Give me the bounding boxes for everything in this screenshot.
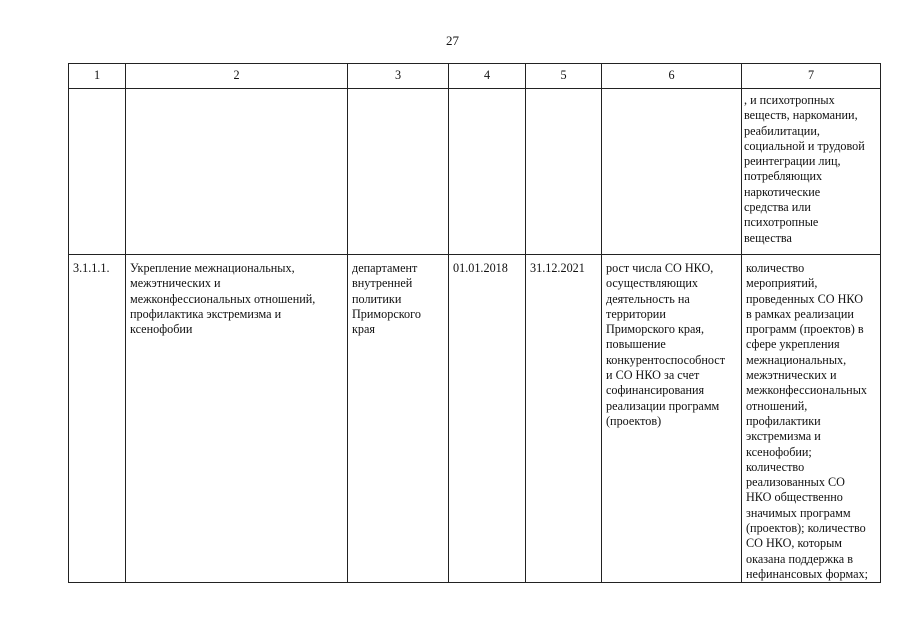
column-header-6: 6: [602, 64, 742, 89]
text-line: наркотические: [744, 184, 821, 199]
text-line: Приморского края,: [606, 322, 705, 337]
column-header-1: 1: [69, 64, 126, 89]
text-line: реализованных СО: [746, 475, 845, 490]
text-line: в рамках реализации: [746, 306, 854, 321]
text-line: рост числа СО НКО,: [606, 261, 714, 275]
text-line: количество: [746, 261, 805, 275]
text-line: социальной и трудовой: [744, 138, 865, 153]
text-line: потребляющих: [744, 169, 823, 184]
text-line: ксенофобии: [130, 322, 193, 337]
table-header-row: [69, 64, 881, 89]
text-line: веществ, наркомании,: [744, 108, 858, 123]
cell-expected-result: [602, 89, 742, 255]
cell-end-date: [526, 89, 602, 255]
text-line: программ (проектов) в: [746, 322, 864, 337]
text-line: Укрепление межнациональных,: [130, 261, 295, 275]
cell-responsible: [348, 255, 449, 583]
text-line: значимых программ: [746, 505, 851, 520]
cell-indicators: [742, 255, 881, 583]
text-line: повышение: [606, 337, 666, 352]
text-line: конкурентоспособност: [606, 352, 726, 367]
text-line: (проектов); количество: [746, 521, 866, 536]
text-line: реализации программ: [606, 398, 720, 413]
text-line: осуществляющих: [606, 276, 698, 291]
text-line: межконфессиональных: [746, 383, 867, 398]
text-line: психотропные: [744, 215, 819, 230]
column-header-7: 7: [742, 64, 881, 89]
cell-start-date: 01.01.2018: [449, 255, 526, 583]
text-line: , и психотропных: [744, 93, 835, 107]
text-line: департамент: [352, 261, 418, 275]
text-line: реинтеграции лиц,: [744, 154, 841, 169]
text-line: НКО общественно: [746, 490, 843, 505]
table-row-continuation: [69, 89, 881, 255]
column-header-3: 3: [348, 64, 449, 89]
cell-start-date: [449, 89, 526, 255]
cell-event-name: [126, 255, 348, 583]
text-line: экстремизма и: [746, 429, 821, 444]
text-line: профилактики: [746, 413, 821, 428]
cell-responsible: [348, 89, 449, 255]
text-line: межэтнических и: [130, 276, 221, 291]
text-line: вещества: [744, 230, 792, 245]
text-line: края: [352, 322, 376, 337]
text-line: межконфессиональных отношений,: [130, 291, 316, 306]
text-line: межэтнических и: [746, 368, 837, 383]
text-line: профилактика экстремизма и: [130, 306, 282, 321]
text-line: сфере укрепления: [746, 337, 840, 352]
text-line: отношений,: [746, 398, 808, 413]
cell-number: 3.1.1.1.: [69, 255, 126, 583]
column-header-4: 4: [449, 64, 526, 89]
cell-indicators: [742, 89, 881, 255]
text-line: оказана поддержка в: [746, 551, 853, 566]
text-line: мероприятий,: [746, 276, 818, 291]
text-line: ксенофобии;: [746, 444, 812, 459]
cell-expected-result: [602, 255, 742, 583]
text-line: и СО НКО за счет: [606, 368, 700, 383]
text-line: проведенных СО НКО: [746, 291, 864, 306]
text-line: межнациональных,: [746, 352, 847, 367]
text-line: нефинансовых формах;: [746, 566, 868, 581]
column-header-2: 2: [126, 64, 348, 89]
cell-event-name: [126, 89, 348, 255]
cell-end-date: 31.12.2021: [526, 255, 602, 583]
text-line: территории: [606, 306, 666, 321]
text-line: реабилитации,: [744, 123, 820, 138]
text-line: внутренней: [352, 276, 413, 291]
program-table: [68, 63, 881, 583]
text-line: софинансирования: [606, 383, 705, 398]
text-line: средства или: [744, 200, 811, 215]
text-line: СО НКО, которым: [746, 536, 842, 551]
column-header-5: 5: [526, 64, 602, 89]
text-line: (проектов): [606, 413, 662, 428]
text-line: политики: [352, 291, 402, 306]
text-line: Приморского: [352, 306, 421, 321]
table-row-3-1-1-1: [69, 255, 881, 583]
text-line: деятельность на: [606, 291, 690, 306]
page-number: 27: [446, 33, 459, 48]
cell-number: [69, 89, 126, 255]
text-line: количество: [746, 459, 805, 474]
